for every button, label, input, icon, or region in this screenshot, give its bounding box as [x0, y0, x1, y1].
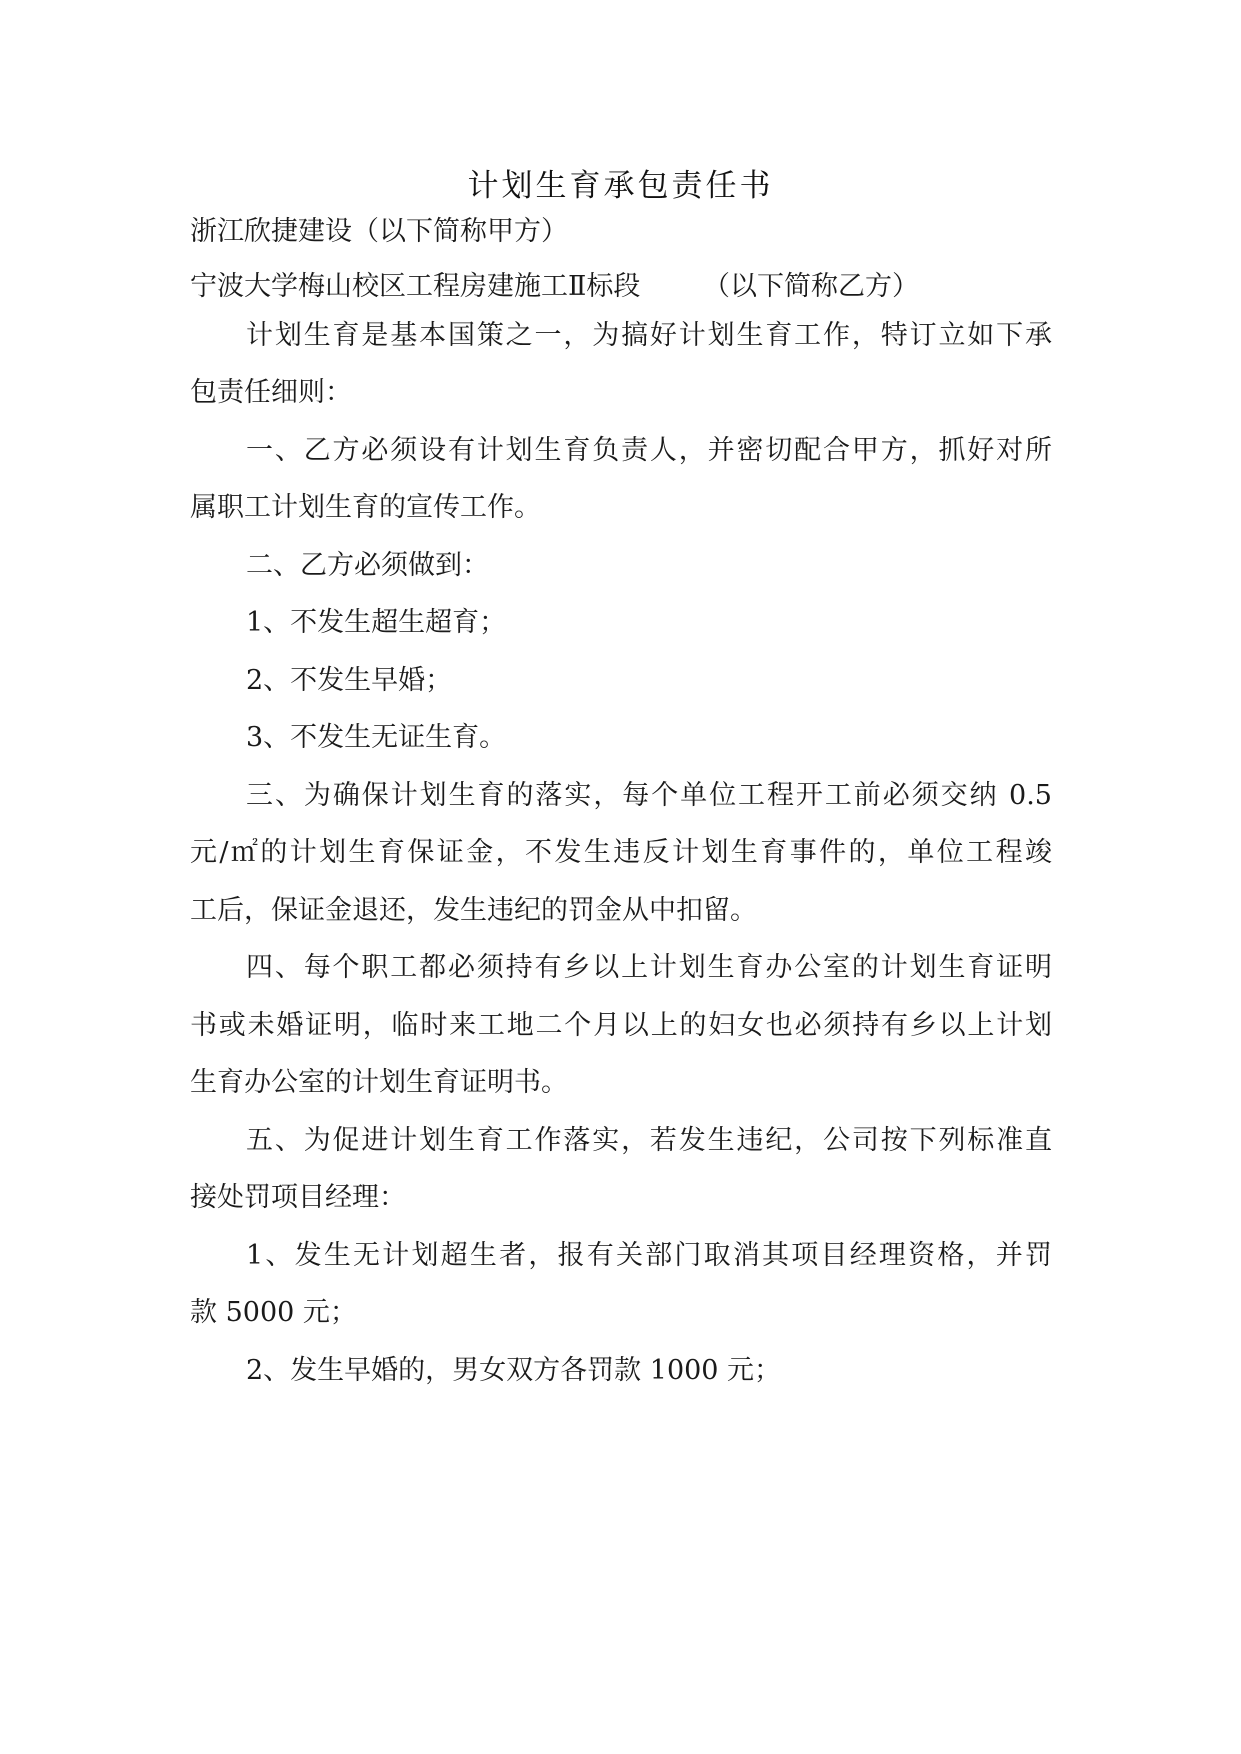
- party-a-line: 浙江欣捷建设（以下简称甲方）: [190, 216, 568, 247]
- clause-5-item-2: 2、发生早婚的，男女双方各罚款 1000 元；: [246, 1355, 782, 1386]
- intro-line-2: 包责任细则：: [190, 377, 352, 408]
- clause-5-item-1-line-2: 款 5000 元；: [190, 1297, 357, 1328]
- clause-4-line-3: 生育办公室的计划生育证明书。: [190, 1067, 568, 1098]
- clause-2-heading: 二、乙方必须做到：: [246, 550, 489, 581]
- party-b-name: 宁波大学梅山校区工程房建施工Ⅱ标段: [190, 271, 641, 302]
- clause-4-line-1: 四、每个职工都必须持有乡以上计划生育办公室的计划生育证明: [246, 952, 1052, 983]
- clause-2-item-2: 2、不发生早婚；: [246, 665, 453, 696]
- party-b-note: （以下简称乙方）: [703, 271, 919, 302]
- document-title: 计划生育承包责任书: [467, 168, 774, 204]
- clause-2-item-1: 1、不发生超生超育；: [246, 607, 507, 638]
- clause-5-item-1-line-1: 1、发生无计划超生者，报有关部门取消其项目经理资格，并罚: [246, 1240, 1052, 1271]
- clause-5-heading-line-2: 接处罚项目经理：: [190, 1182, 406, 1213]
- clause-3-line-2: 元/㎡的计划生育保证金，不发生违反计划生育事件的，单位工程竣: [190, 837, 1052, 868]
- clause-5-heading-line-1: 五、为促进计划生育工作落实，若发生违纪，公司按下列标准直: [246, 1125, 1052, 1156]
- clause-3-line-1: 三、为确保计划生育的落实，每个单位工程开工前必须交纳 0.5: [246, 780, 1052, 811]
- intro-line-1: 计划生育是基本国策之一，为搞好计划生育工作，特订立如下承: [246, 320, 1052, 351]
- clause-1-line-2: 属职工计划生育的宣传工作。: [190, 492, 541, 523]
- clause-2-item-3: 3、不发生无证生育。: [246, 722, 507, 753]
- clause-4-line-2: 书或未婚证明，临时来工地二个月以上的妇女也必须持有乡以上计划: [190, 1010, 1052, 1041]
- clause-1-line-1: 一、乙方必须设有计划生育负责人，并密切配合甲方，抓好对所: [246, 435, 1052, 466]
- clause-3-line-3: 工后，保证金退还，发生违纪的罚金从中扣留。: [190, 895, 757, 926]
